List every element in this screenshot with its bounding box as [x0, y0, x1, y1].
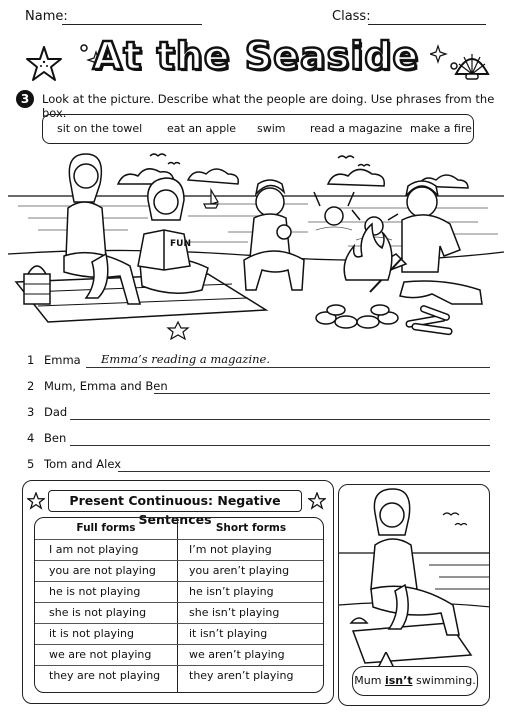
answer-line[interactable] [70, 419, 490, 420]
column-header: Short forms [215, 522, 287, 534]
table-row [35, 644, 324, 666]
full-form: it is not playing [49, 627, 134, 640]
star-icon [27, 492, 45, 510]
short-form: you aren’t playing [189, 564, 290, 577]
question-subject: Mum, Emma and Ben [44, 379, 168, 393]
phrase-item: read a magazine [310, 122, 403, 135]
table-row [35, 665, 324, 687]
question-subject: Ben [44, 431, 67, 445]
class-field[interactable] [368, 24, 486, 25]
phrase-item: sit on the towel [57, 122, 143, 135]
grammar-table [34, 517, 324, 693]
table-row [35, 539, 324, 561]
phrase-item: make a fire [410, 122, 472, 135]
example-highlight: isn’t [384, 674, 413, 687]
name-field[interactable] [62, 24, 202, 25]
phrase-item: swim [257, 122, 286, 135]
answer-line[interactable] [154, 393, 490, 394]
example-text-before: Mum [354, 674, 385, 687]
exercise-instruction: Look at the picture. Describe what the people are doing. Use phrases from the box. [42, 92, 495, 120]
full-form: we are not playing [49, 648, 152, 661]
page-title: At the Seaside [92, 34, 420, 78]
question-number: 4 [27, 431, 35, 445]
question-number: 1 [27, 353, 35, 367]
answer-line[interactable] [70, 445, 490, 446]
example-text-after: swimming. [412, 674, 476, 687]
question-number: 3 [27, 405, 35, 419]
question-subject: Dad [44, 405, 68, 419]
magazine-cover-text: FUN [170, 239, 191, 249]
short-form: he isn’t playing [189, 585, 274, 598]
full-form: she is not playing [49, 606, 147, 619]
name-label: Name: [25, 9, 68, 24]
answer-line[interactable] [118, 471, 490, 472]
short-form: we aren’t playing [189, 648, 285, 661]
table-row [35, 581, 324, 603]
exercise-number: 3 [16, 90, 34, 108]
table-row [35, 560, 324, 582]
short-form: she isn’t playing [189, 606, 280, 619]
phrase-box [42, 114, 474, 144]
grammar-title: Present Continuous: Negative Sentences [48, 490, 302, 512]
short-form: I’m not playing [189, 543, 272, 556]
column-header: Full forms [76, 522, 136, 534]
question-number: 5 [27, 457, 35, 471]
table-row [35, 623, 324, 645]
example-speech-bubble [352, 666, 478, 696]
question-number: 2 [27, 379, 35, 393]
star-icon [308, 492, 326, 510]
full-form: he is not playing [49, 585, 141, 598]
short-form: they aren’t playing [189, 669, 294, 682]
table-row [35, 602, 324, 624]
full-form: I am not playing [49, 543, 139, 556]
full-form: they are not playing [49, 669, 161, 682]
class-label: Class: [332, 9, 371, 24]
question-subject: Emma [44, 353, 81, 367]
full-form: you are not playing [49, 564, 156, 577]
phrase-item: eat an apple [167, 122, 237, 135]
short-form: it isn’t playing [189, 627, 268, 640]
question-subject: Tom and Alex [44, 457, 121, 471]
answer-line[interactable] [86, 367, 490, 368]
example-answer: Emma’s reading a magazine. [101, 352, 270, 366]
beach-scene-illustration [8, 150, 504, 340]
